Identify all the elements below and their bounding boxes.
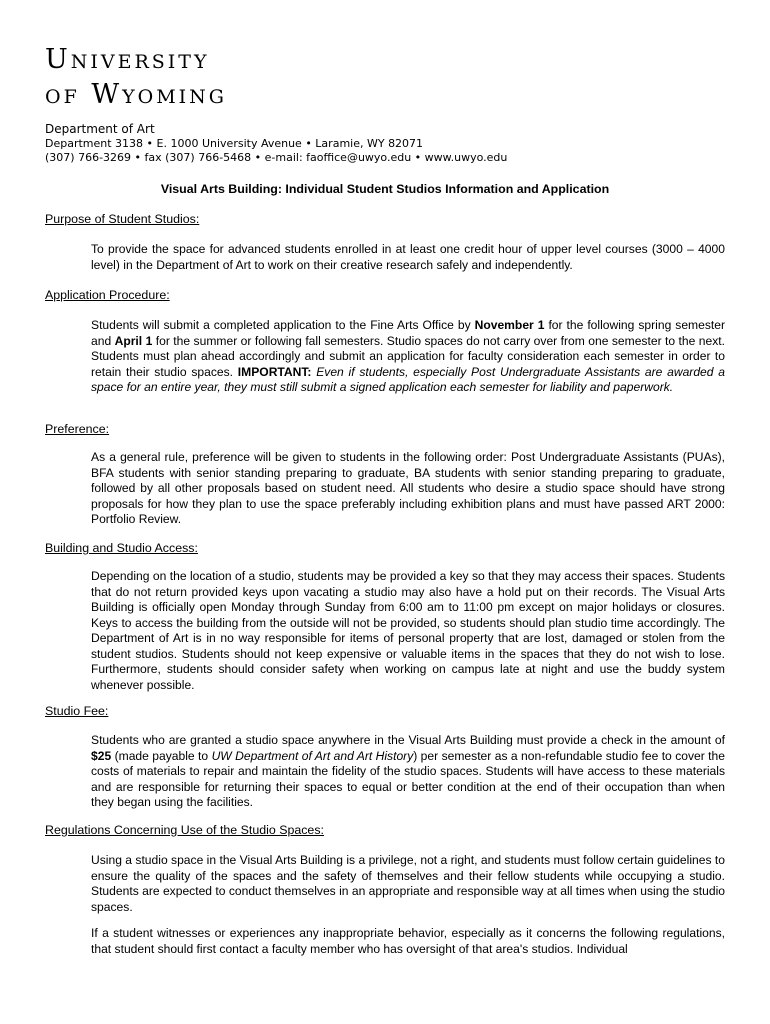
purpose-heading: Purpose of Student Studios: [45,212,200,226]
department-name: Department of Art [45,122,155,136]
logo-line-1: University [45,44,210,75]
procedure-deadline-fall: November 1 [474,318,545,332]
fee-heading: Studio Fee: [45,704,109,718]
regulations-heading: Regulations Concerning Use of the Studio Spaces: [45,823,324,837]
regulations-paragraph-1: Using a studio space in the Visual Arts Building is a privilege, not a right, and students must follow certain guidelines to ensure the quality of the spaces and the safety of themselves and their fellow students while occupying a studio. Students are expected to conduct themselves in an appropriate and responsible way at all times when using the studio spaces. [91,853,725,914]
department-address: Department 3138 • E. 1000 University Avenue • Laramie, WY 82071 [45,136,424,150]
procedure-text-3: for the summer or following fall semesters. Studio spaces do not carry over from one semester to the next. Students must plan ahead accordingly and submit an application for faculty consideration each semester in order to retain their studio spaces. [91,333,725,379]
fee-text-3: ) per semester as a non-refundable studio fee to cover the costs of materials to repair and maintain the fidelity of the studio spaces. Students will have access to these materials and are responsible for returning their spaces to equal or better condition at the end of their occupation than when they began using the facilities. [91,748,725,809]
procedure-important-note: Even if students, especially Post Undergraduate Assistants are awarded a space for an entire year, they must still submit a signed application each semester for liability and paperwork. [91,364,725,394]
preference-heading: Preference: [45,422,110,436]
procedure-text-2: for the following spring semester and [91,318,726,348]
document-title: Visual Arts Building: Individual Student Studios Information and Application [160,182,610,196]
purpose-paragraph: To provide the space for advanced students enrolled in at least one credit hour of upper level courses (3000 – 4000 level) in the Department of Art to work on their creative research safely and independently. [91,242,725,272]
letterhead-info [45,122,507,166]
procedure-deadline-spring: April 1 [114,333,153,348]
university-logo [45,42,227,112]
access-paragraph: Depending on the location of a studio, students may be provided a key so that they may access their spaces. Students that do not return provided keys upon vacating a studio may also have a hold put on their records. The Visual Arts Building is officially open Monday through Sunday from 6:00 am to 11:00 pm except on major holidays or closures. Keys to access the building from the outside will not be provided, so students should plan studio time accordingly. The Department of Art is in no way responsible for items of personal property that are lost, damaged or stolen from the student studios. Students should not keep expensive or valuable items in the spaces that they do not wish to lose. Furthermore, students should consider safety when working on campus late at night and use the buddy system whenever possible. [91,569,725,692]
procedure-paragraph [91,318,725,396]
procedure-important-label: IMPORTANT: [237,364,312,379]
department-contact: (307) 766-3269 • fax (307) 766-5468 • e-mail: faoffice@uwyo.edu • www.uwyo.edu [45,151,508,164]
fee-text-2: (made payable to [111,748,212,763]
fee-amount: $25 [91,748,112,763]
preference-paragraph: As a general rule, preference will be given to students in the following order: Post Undergraduate Assistants (PUAs), BFA students with senior standing preparing to graduate, BA students with senior standing preparing to graduate, followed by all other proposals based on student need. All students who desire a studio space should have strong proposals for how they plan to use the space preferably including exhibition plans and must have passed ART 2000: Portfolio Review. [91,450,725,526]
fee-paragraph [91,733,725,811]
logo-line-2: of Wyoming [45,79,227,110]
procedure-heading: Application Procedure: [45,288,170,302]
fee-text-1: Students who are granted a studio space anywhere in the Visual Arts Building must provide a check in the amount of [91,733,725,747]
procedure-text-1: Students will submit a completed application to the Fine Arts Office by [91,318,475,332]
access-heading: Building and Studio Access: [45,541,198,555]
regulations-paragraph-2: If a student witnesses or experiences any inappropriate behavior, especially as it concerns the following regulations, that student should first contact a faculty member who has oversight of that area's studios. Individual [91,926,725,956]
fee-payee: UW Department of Art and Art History [211,748,414,763]
